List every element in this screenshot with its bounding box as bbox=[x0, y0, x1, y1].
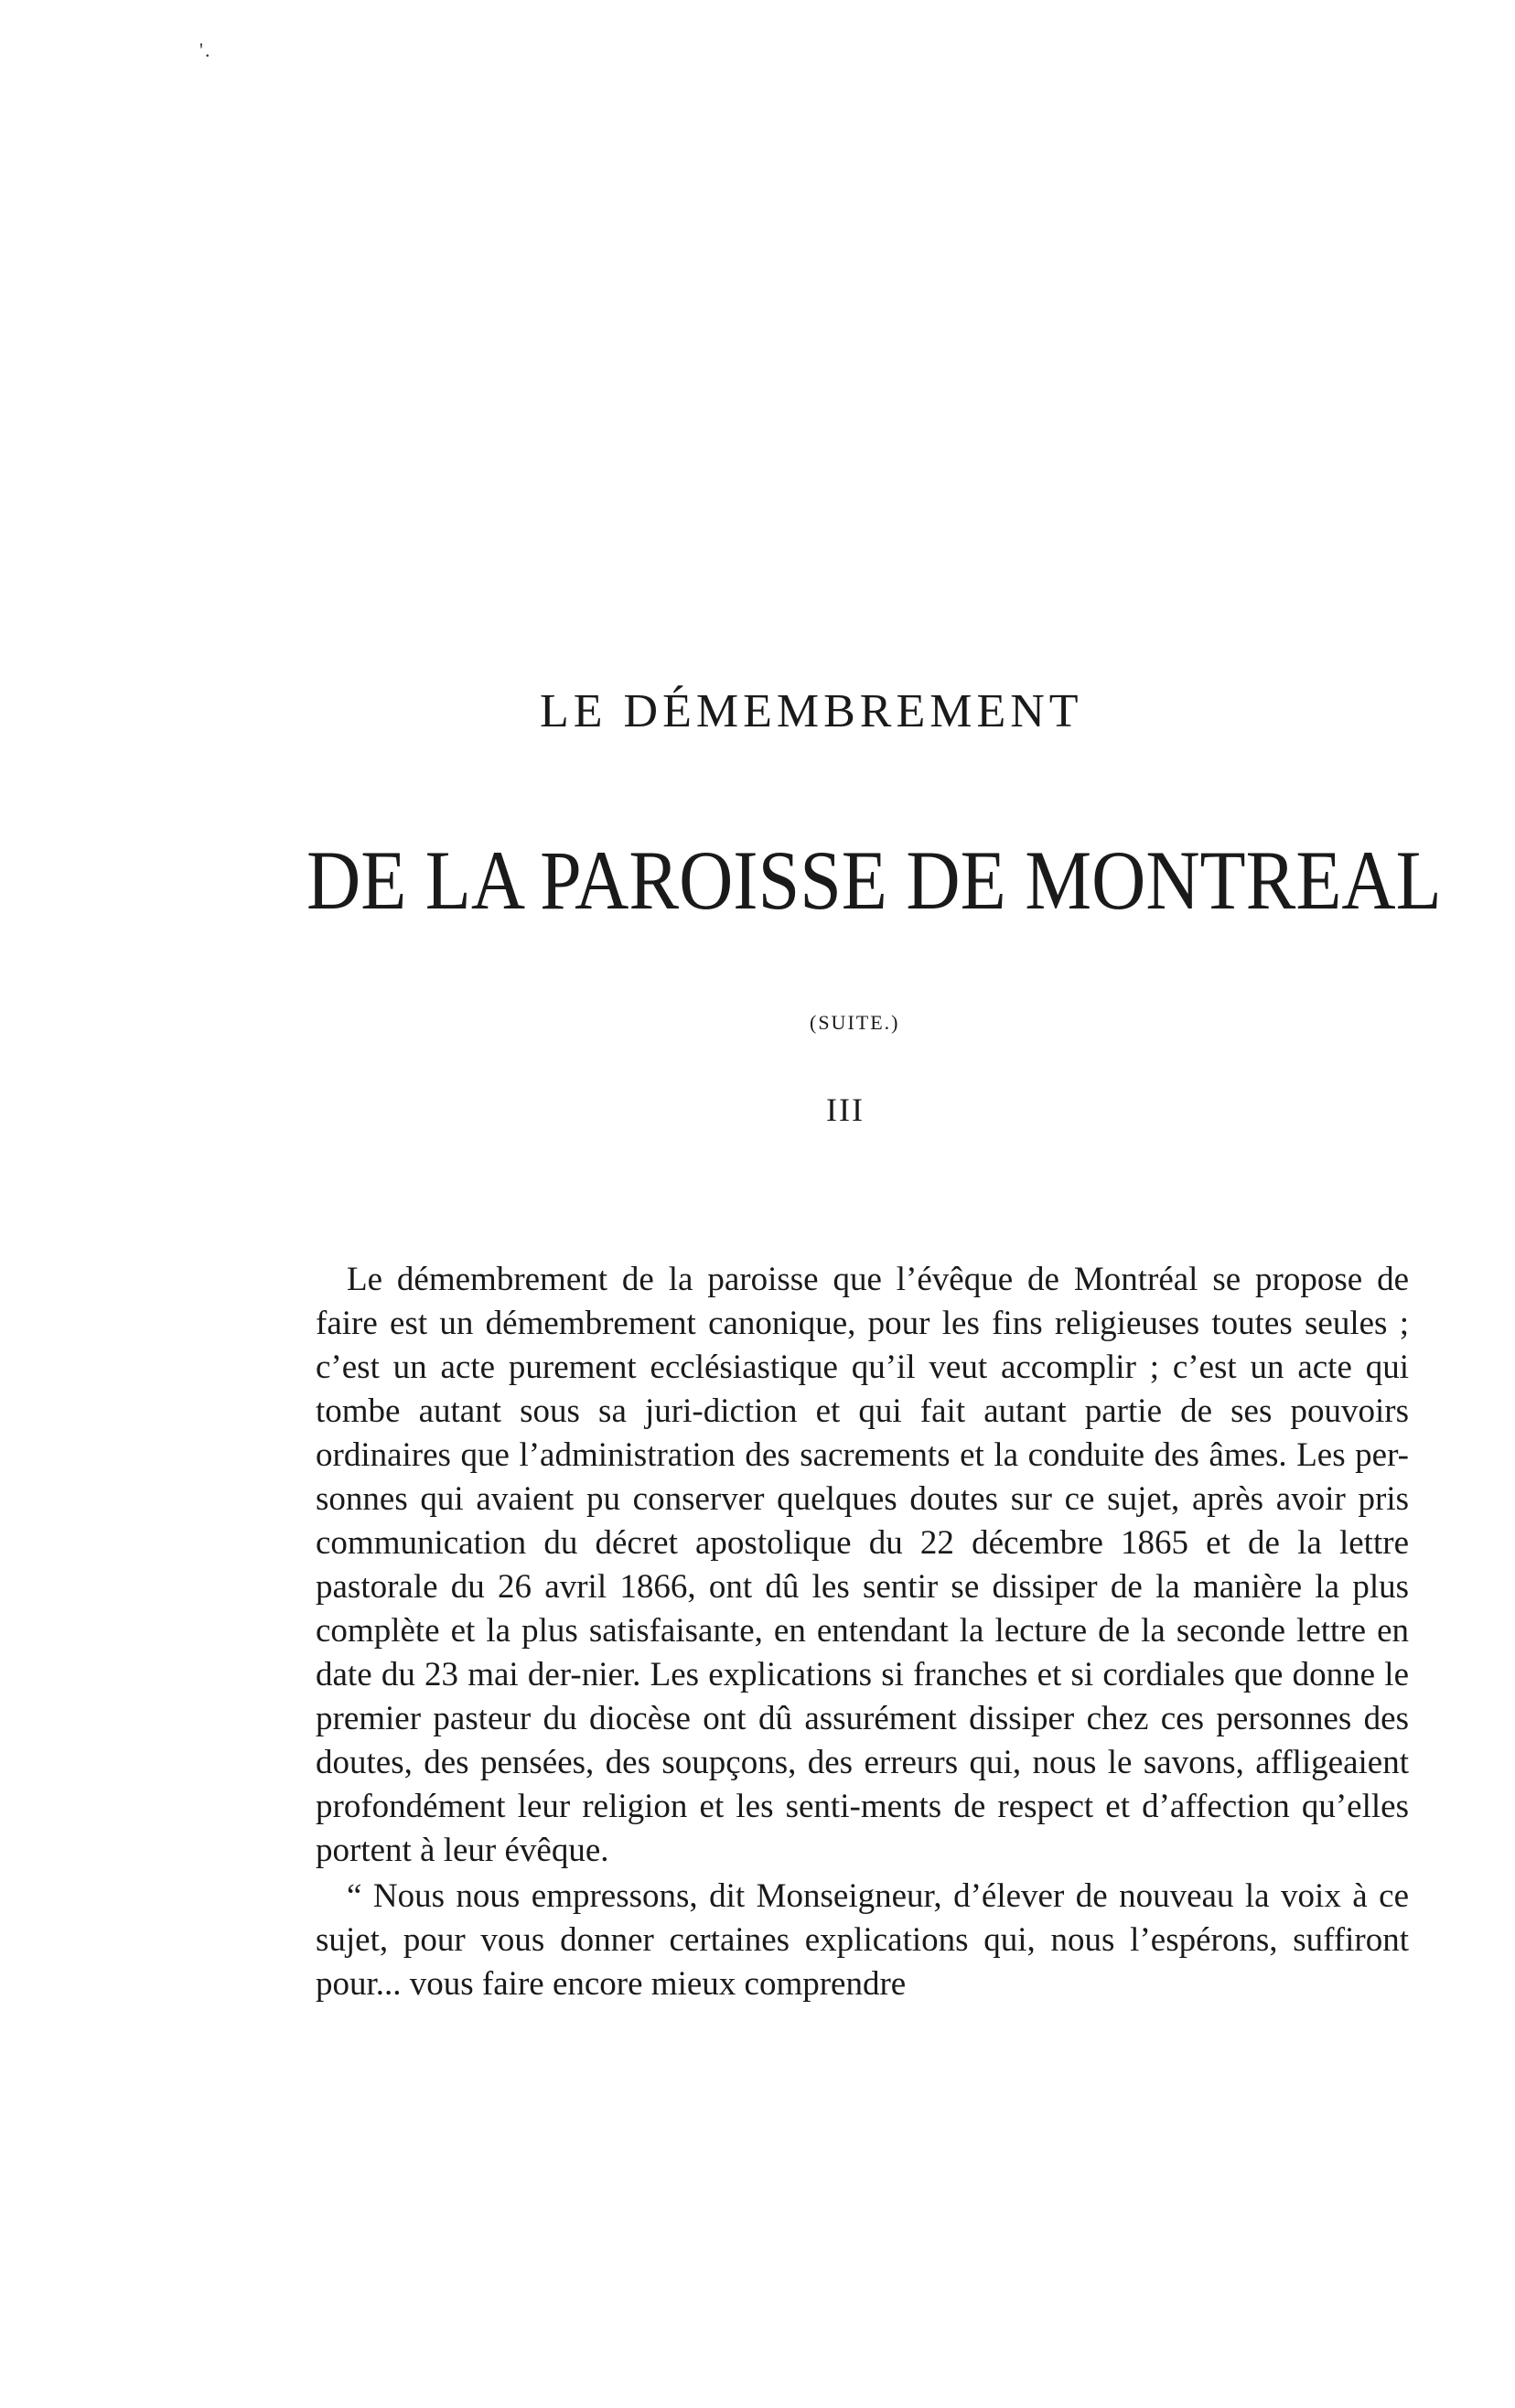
corner-mark: '. bbox=[199, 38, 212, 61]
paragraph-1: Le démembrement de la paroisse que l’évêque de Montréal se propose de faire est un démembrement canonique, pour les fins religieuses toutes seules ; c’est un acte purement ecclésiastique qu’il veut accomplir ; c’est un acte qui tombe autant sous sa juri-diction et qui fait autant partie de ses pouvoirs ordinaires que l’administration des sacrements et la conduite des âmes. Les per-sonnes qui avaient pu conserver quelques doutes sur ce sujet, après avoir pris communication du décret apostolique du 22 décembre 1865 et de la lettre pastorale du 26 avril 1866, ont dû les sentir se dissiper de la manière la plus complète et la plus satisfaisante, en entendant la lecture de la seconde lettre en date du 23 mai der-nier. Les explications si franches et si cordiales que donne le premier pasteur du diocèse ont dû assurément dissiper chez ces personnes des doutes, des pensées, des soupçons, des erreurs qui, nous le savons, affligeaient profondément leur religion et les senti-ments de respect et d’affection qu’elles portent à leur évêque. bbox=[316, 1261, 1409, 1869]
title-line-2: DE LA PAROISSE DE MONTREAL bbox=[306, 833, 1442, 928]
section-number: III bbox=[826, 1091, 865, 1128]
subtitle: (SUITE.) bbox=[810, 1011, 900, 1034]
body-text bbox=[316, 1258, 1409, 2006]
title-line-1: LE DÉMEMBREMENT bbox=[540, 685, 1083, 737]
paragraph-2: “ Nous nous empressons, dit Monseigneur, d’élever de nouveau la voix à ce sujet, pour vous donner certaines explications qui, nous l’espérons, suffiront pour... vous faire encore mieux comprendre bbox=[316, 1877, 1409, 2003]
